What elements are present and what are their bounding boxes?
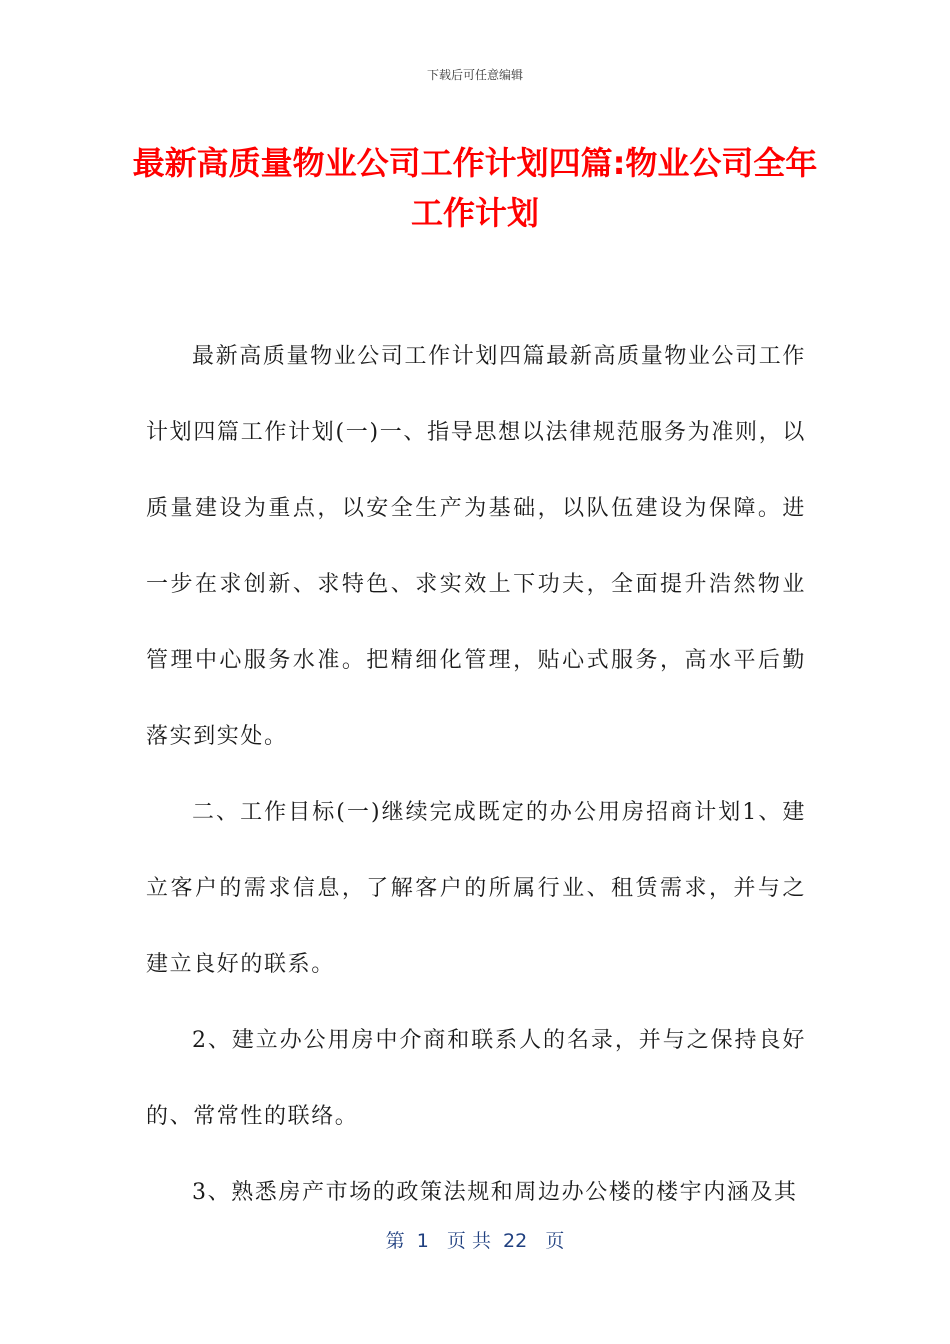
document-title: 最新高质量物业公司工作计划四篇:物业公司全年工作计划 <box>132 144 818 232</box>
header-note: 下载后可任意编辑 <box>426 68 523 82</box>
paragraph: 最新高质量物业公司工作计划四篇最新高质量物业公司工作计划四篇工作计划(一)一、指导思想以法律规范服务为准则，以质量建设为重点，以安全生产为基础，以队伍建设为保障。进一步在求创新、求特色、求实效上下功夫，全面提升浩然物业管理中心服务水准。把精细化管理，贴心式服务，高水平后勤落实到实处。 <box>146 344 806 749</box>
paragraph: 3、熟悉房产市场的政策法规和周边办公楼的楼宇内涵及其 <box>192 1180 798 1205</box>
paragraph: 2、建立办公用房中介商和联系人的名录，并与之保持良好的、常常性的联络。 <box>146 1028 806 1129</box>
page-footer: 第 1 页 共 22 页 <box>385 1230 565 1252</box>
paragraph: 二、工作目标(一)继续完成既定的办公用房招商计划1、建立客户的需求信息，了解客户的所属行业、租赁需求，并与之建立良好的联系。 <box>146 800 806 977</box>
document-body <box>146 319 806 1231</box>
